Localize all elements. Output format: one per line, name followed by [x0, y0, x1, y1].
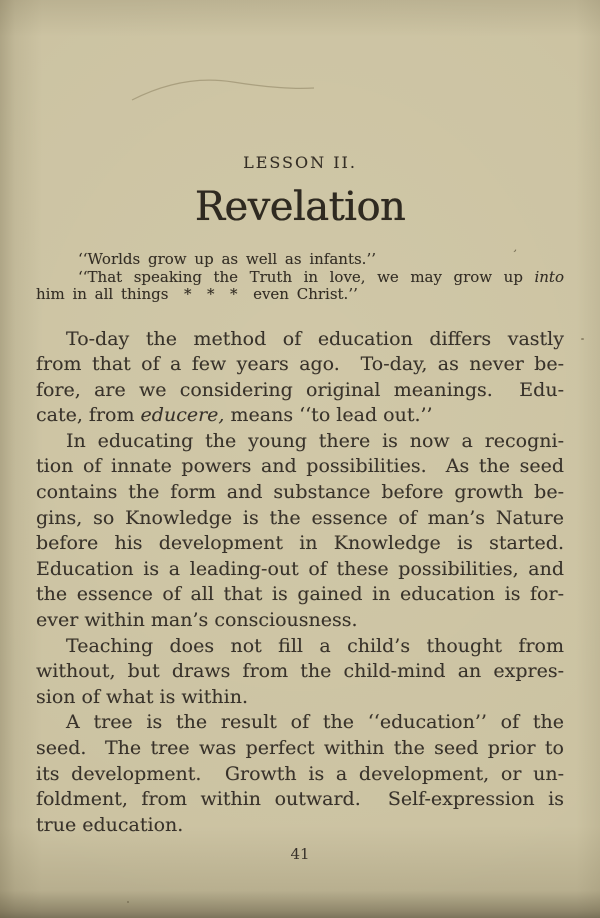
- page-title: Revelation: [194, 184, 406, 230]
- lesson-header: LESSON II.: [243, 153, 357, 172]
- scan-artifact-dot: [127, 901, 129, 903]
- body-line: Teaching does not fill a child’s thought from: [66, 634, 564, 657]
- body-line: ever within man’s consciousness.: [36, 609, 358, 632]
- body-line: sion of what is within.: [36, 685, 248, 708]
- paragraph: [36, 429, 564, 634]
- scan-artifact-speck: ’: [509, 246, 518, 262]
- body-line: To-day the method of education differs vastly: [66, 327, 564, 350]
- body-line: true education.: [36, 813, 184, 836]
- body-line: from that of a few years ago. To-day, as never be-: [36, 353, 564, 376]
- paragraph: [36, 710, 564, 838]
- body-line: Education is a leading-out of these possibilities, and: [36, 557, 564, 580]
- body-line: before his development in Knowledge is started.: [36, 532, 564, 555]
- body-line: foldment, from within outward. Self-expression is: [36, 788, 564, 811]
- body-line: cate, from educere, means ‘‘to lead out.’’: [36, 404, 433, 427]
- body-line: In educating the young there is now a recogni-: [66, 429, 564, 452]
- epigraph-line: ‘‘Worlds grow up as well as infants.’’: [78, 250, 376, 268]
- body-line: the essence of all that is gained in education is for-: [36, 583, 564, 606]
- italic-text: into: [534, 267, 564, 286]
- body-line: tion of innate powers and possibilities. As the seed: [36, 455, 564, 478]
- italic-text: educere,: [140, 404, 225, 427]
- paragraph: [36, 327, 564, 429]
- body-line: contains the form and substance before growth be-: [36, 481, 564, 504]
- scan-artifact-dot: [581, 338, 584, 340]
- body-line: seed. The tree was perfect within the seed prior to: [36, 737, 564, 759]
- epigraph-line: him in all things * * * even Christ.’’: [36, 285, 358, 303]
- page-number: 41: [290, 845, 310, 864]
- body-line: gins, so Knowledge is the essence of man’s Nature: [36, 506, 564, 529]
- body-line: A tree is the result of the ‘‘education’’ of the: [66, 711, 564, 734]
- paragraph: [36, 634, 564, 711]
- body-text: [36, 327, 564, 839]
- body-line: fore, are we considering original meanings. Edu-: [36, 378, 564, 401]
- body-line: without, but draws from the child-mind an expres-: [36, 660, 564, 683]
- epigraph-line: ‘‘That speaking the Truth in love, we may grow up into: [78, 267, 564, 286]
- body-line: its development. Growth is a development, or un-: [36, 762, 564, 785]
- epigraph: [36, 251, 564, 304]
- page-content: [36, 0, 564, 863]
